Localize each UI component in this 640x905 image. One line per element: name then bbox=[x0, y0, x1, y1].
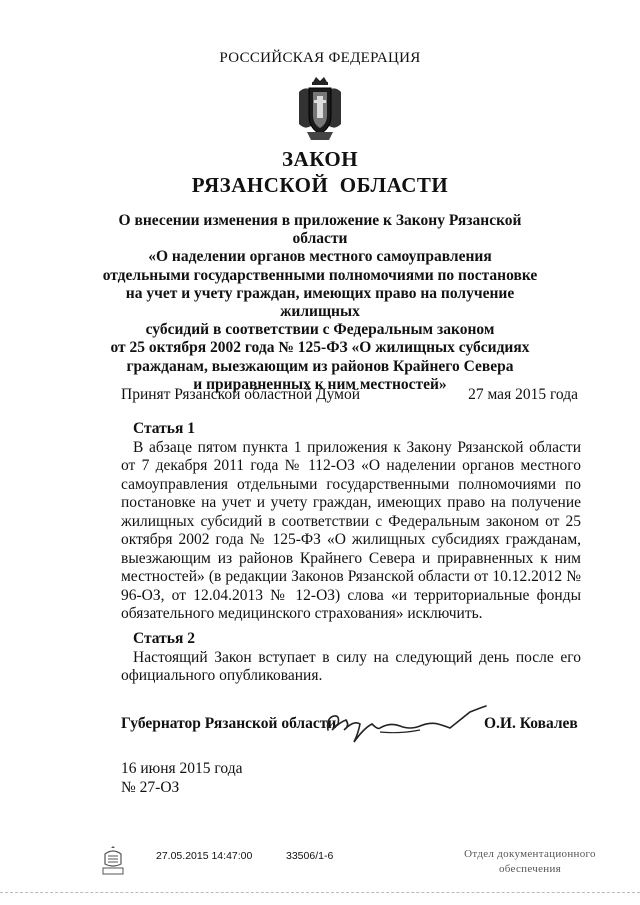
heading-line: субсидий в соответствии с Федеральным законом bbox=[145, 321, 495, 339]
article-1-title: Статья 1 bbox=[133, 420, 195, 437]
article-1-text: В абзаце пятом пункта 1 приложения к Закону Рязанской области от 7 декабря 2011 года № 112-ОЗ «О наделении органов местного самоуправления отдельными государственными полномочиями по постановке на учет и учету граждан, имеющих право на получение жилищных субсидий в соответствии с Федеральным законом от 25 октября 2002 года № 125-ФЗ «О жилищных субсидиях гражданам, выезжающим из районов Крайнего Севера и приравненных к ним местностей» (в редакции Законов Рязанской области от 10.12.2012 № 96-ОЗ, от 12.04.2013 № 12-ОЗ) слова «и территориальные фонды обязательного медицинского страхования» исключить. bbox=[121, 438, 581, 622]
handwritten-signature bbox=[320, 700, 490, 745]
heading-line: гражданам, выезжающим из районов Крайнего Севера bbox=[126, 357, 514, 375]
department-line: обеспечения bbox=[498, 863, 562, 875]
adoption-text: Принят Рязанской областной Думой bbox=[121, 386, 361, 403]
law-heading bbox=[90, 212, 550, 394]
heading-line: и приравненных к ним местностей» bbox=[193, 375, 447, 393]
article-2-text: Настоящий Закон вступает в силу на следующий день после его официального опубликования. bbox=[121, 648, 581, 684]
law-title bbox=[0, 146, 640, 198]
heading-line: «О наделении органов местного самоуправления bbox=[148, 248, 492, 266]
department-stamp bbox=[445, 847, 615, 877]
heading-line: от 25 октября 2002 года № 125-ФЗ «О жилищных субсидиях bbox=[110, 339, 530, 357]
adoption-date: 27 мая 2015 года bbox=[468, 386, 578, 403]
coat-of-arms-icon bbox=[295, 76, 345, 142]
heading-line: отдельными государственными полномочиями по постановке bbox=[102, 266, 538, 284]
registry-stamp-icon bbox=[100, 846, 126, 876]
article-1 bbox=[121, 420, 581, 624]
governor-name: О.И. Ковалев bbox=[484, 715, 578, 732]
law-word: ЗАКОН bbox=[281, 147, 359, 171]
registration-timestamp: 27.05.2015 14:47:00 bbox=[156, 850, 253, 862]
registration-code: 33506/1-6 bbox=[286, 850, 334, 862]
governor-position: Губернатор Рязанской области bbox=[121, 715, 337, 732]
article-2 bbox=[121, 630, 581, 686]
document-number: № 27-ОЗ bbox=[121, 779, 180, 796]
scan-edge-divider bbox=[0, 892, 640, 894]
department-line: Отдел документационного bbox=[464, 848, 596, 860]
article-2-title: Статья 2 bbox=[133, 630, 195, 647]
document-date: 16 июня 2015 года bbox=[121, 760, 243, 777]
country-header: РОССИЙСКАЯ ФЕДЕРАЦИЯ bbox=[219, 50, 421, 66]
heading-line: О внесении изменения в приложение к Закону Рязанской области bbox=[118, 212, 522, 248]
heading-line: на учет и учету граждан, имеющих право на получение жилищных bbox=[125, 284, 515, 321]
region-name: РЯЗАНСКОЙ ОБЛАСТИ bbox=[191, 173, 449, 197]
